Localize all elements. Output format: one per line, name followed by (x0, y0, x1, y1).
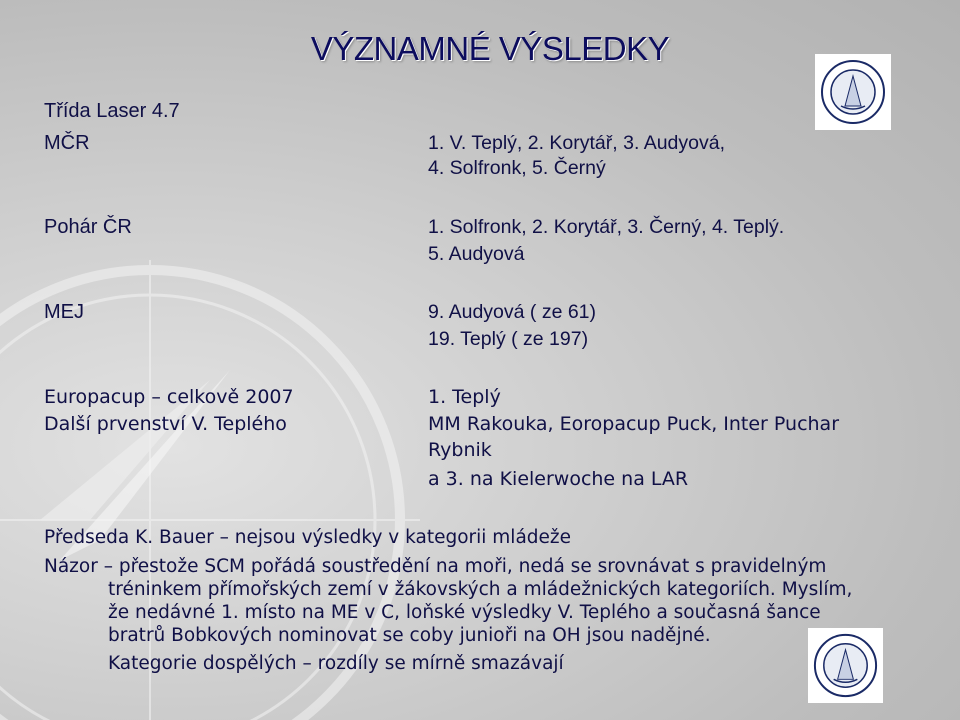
opinion-line-1: Názor – přestože SCM pořádá soustředění na moři, nedá se srovnávat s pravidelným (44, 556, 827, 577)
yacht-klub-emblem (815, 54, 891, 130)
adult-category-note: Kategorie dospělých – rozdíly se mírně smazávají (108, 653, 564, 674)
mej-result-line-2: 19. Teplý ( ze 197) (428, 328, 589, 350)
mcr-result-line-2: 4. Solfronk, 5. Černý (428, 157, 606, 179)
mcr-result-line-1: 1. V. Teplý, 2. Korytář, 3. Audyová, (428, 132, 726, 154)
europacup-result: 1. Teplý (428, 386, 501, 408)
pohar-result-line-2: 5. Audyová (428, 243, 525, 265)
other-wins-line-3: a 3. na Kielerwoche na LAR (428, 468, 689, 490)
pohar-label: Pohár ČR (44, 216, 132, 238)
chairman-statement: Předseda K. Bauer – nejsou výsledky v kategorii mládeže (44, 527, 572, 548)
opinion-line-3: že nedávné 1. místo na ME v C, loňské výsledky V. Teplého a současná šance (108, 602, 821, 623)
other-wins-line-1: MM Rakouka, Eoropacup Puck, Inter Puchar (428, 413, 840, 435)
pohar-result-line-1: 1. Solfronk, 2. Korytář, 3. Černý, 4. Teplý. (428, 216, 785, 238)
other-wins-line-2: Rybnik (428, 439, 492, 461)
class-heading: Třída Laser 4.7 (44, 100, 180, 122)
yacht-klub-logo-bottom (808, 628, 883, 703)
mej-label: MEJ (44, 301, 84, 323)
mej-result-line-1: 9. Audyová ( ze 61) (428, 301, 597, 323)
opinion-line-4: bratrů Bobkových nominovat se coby junioři na OH jsou nadějné. (108, 625, 711, 646)
yacht-klub-emblem (808, 628, 883, 703)
other-wins-label: Další prvenství V. Teplého (44, 413, 287, 435)
yacht-klub-logo-top (815, 54, 891, 130)
opinion-line-2: tréninkem přímořských zemí v žákovských a mládežnických kategoriích. Myslím, (108, 579, 853, 600)
europacup-label: Europacup – celkově 2007 (44, 386, 294, 408)
mcr-label: MČR (44, 132, 90, 154)
page-title: VÝZNAMNÉ VÝSLEDKY (310, 30, 670, 67)
